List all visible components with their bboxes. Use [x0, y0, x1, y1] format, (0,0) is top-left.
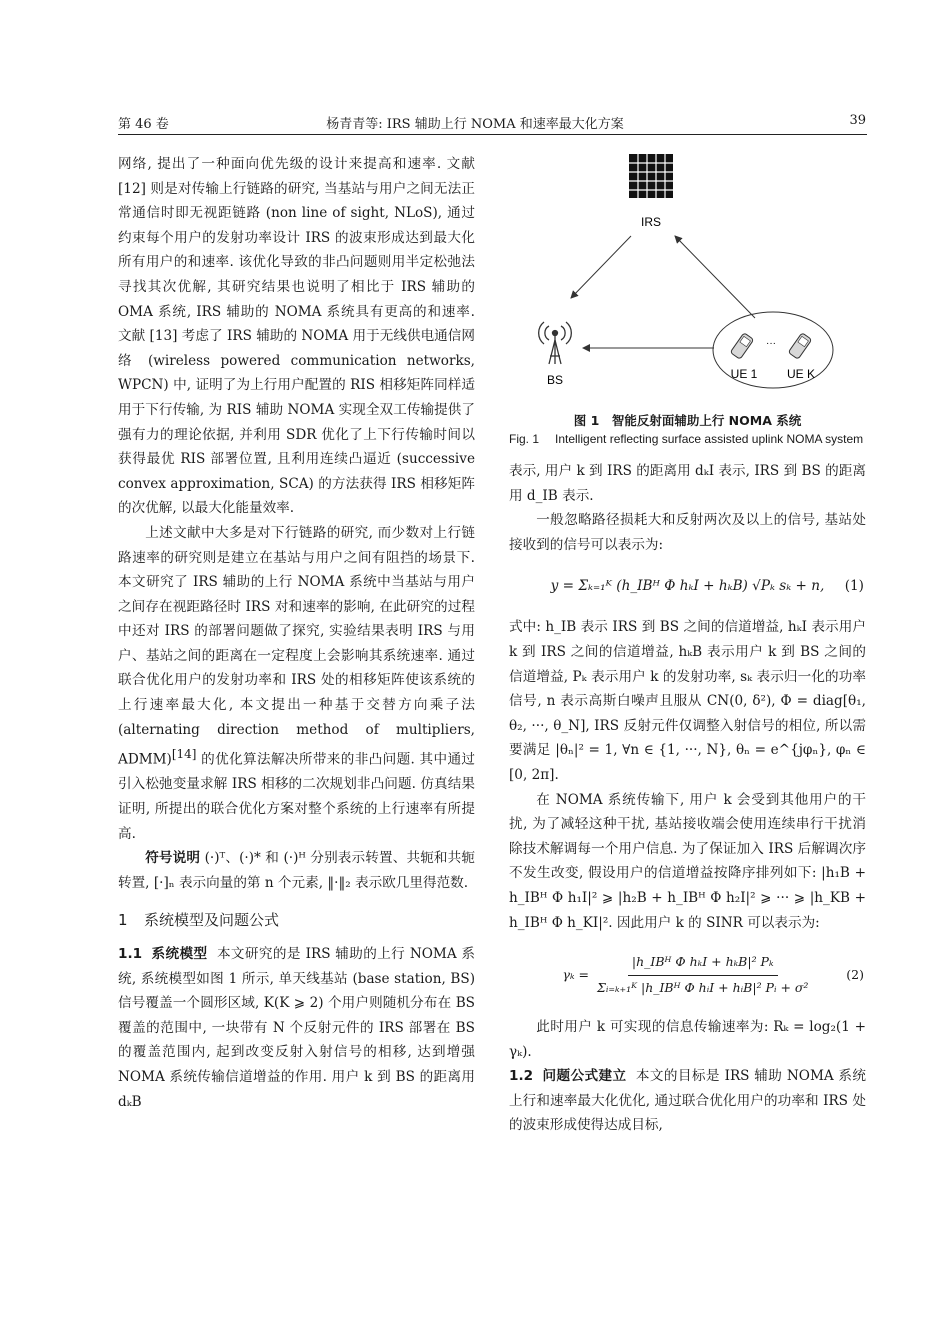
subsection-heading: 1.1 — [118, 945, 143, 962]
ue1-label: UE 1 — [730, 367, 758, 381]
paragraph: 一般忽略路径损耗大和反射两次及以上的信号, 基站处接收到的信号可以表示为: — [509, 512, 866, 553]
paragraph: 此时用户 k 可实现的信息传输速率为: Rₖ = log₂(1 + γₖ). — [509, 1019, 866, 1060]
right-column — [509, 148, 866, 1138]
section-heading: 1 系统模型及问题公式 — [118, 911, 280, 930]
bs-label: BS — [546, 373, 564, 387]
left-column — [118, 152, 475, 1114]
page-number: 39 — [849, 113, 866, 128]
paragraph: 在 NOMA 系统传输下, 用户 k 会受到其他用户的干扰, 为了减轻这种干扰, 基站接收端会使用连续串行干扰消除技术解调每一个用户信息. 为了保证加入 IRS 后解调次序不发生改变, 假设用户的信道增益按降序排列如下: |h₁B + h_IBᴴ Φ h₁I|² ⩾ |h₂B + h_IBᴴ Φ h₂I|² ⩾ ··· ⩾ |h_KB + h_IBᴴ Φ h_KI|². 因此用户 k 的 SINR 可以表示为: — [509, 791, 866, 931]
paragraph: 表示, 用户 k 到 IRS 的距离用 dₖI 表示, IRS 到 BS 的距离用 d_IB 表示. — [509, 463, 866, 504]
citation[interactable]: [14] — [171, 747, 197, 762]
paragraph: 上述文献中大多是对下行链路的研究, 而少数对上行链路速率的研究则是建立在基站与用户之间有阻挡的场景下. 本文研究了 IRS 辅助的上行 NOMA 系统中当基站与用户之间存在视距路径时 IRS 对和速率的影响, 在此研究的过程中还对 IRS 的部署问题做了探究, 实验结果表明 IRS 与用户、基站之间的距离在一定程度上会影响其系统速率. 通过联合优化用户的发射功率和 IRS 处的相移矩阵使该系统的上行速率最大化, 本文提出一种基于交替方向乘子法 (alternating direction method of multipliers, ADMM)[14] 的优化算法解决所带来的非凸问题. 其中通过引入松弛变量求解 IRS 相移的二次规划非凸问题. 仿真结果证明, 所提出的联合优化方案对整个系统的上行速率有所提高. — [118, 524, 475, 842]
figure-caption-en: Fig. 1 Intelligent reflecting surface assisted uplink NOMA system — [509, 432, 864, 446]
paragraph: 网络, 提出了一种面向优先级的设计来提高和速率. 文献 [12] 则是对传输上行链路的研究, 当基站与用户之间无法正常通信时即无视距链路 (non line of sight, NLoS), 通过约束每个用户的发射功率设计 IRS 的波束形成达到最大化所有用户的和速率. 该优化导致的非凸问题则用半定松弛法寻找其次优解, 其研究结果也说明了相比于 IRS 辅助的 OMA 系统, IRS 辅助的 NOMA 系统具有更高的和速率. 文献 [13] 考虑了 IRS 辅助的 NOMA 用于无线供电通信网络 (wireless powered communication networks, WPCN) 中, 证明了为上行用户配置的 RIS 相移矩阵同样适用于下行传输, 为 RIS 辅助 NOMA 实现全双工传输提供了强有力的理论依据, 并利用 SDR 优化了上下行传输时间以获得最优 RIS 部署位置, 且利用连续凸逼近 (successive convex approximation, SCA) 的方法获得 IRS 相移矩阵的次优解, 以最大化能量效率. — [118, 156, 475, 517]
subsection-12: 1.2 问题公式建立 本文的目标是 IRS 辅助 NOMA 系统上行和速率最大化优化, 通过联合优化用户的功率和 IRS 处的波束形成使得达成目标, — [509, 1068, 866, 1134]
subsection-11: 1.1 系统模型 本文研究的是 IRS 辅助的上行 NOMA 系统, 系统模型如图 1 所示, 单天线基站 (base station, BS) 信号覆盖一个圆形区域, K(K ⩾ 2) 个用户则随机分布在 BS 覆盖的范围中, 一块带有 N 个反射元件的 IRS 部署在 BS 的覆盖范围内, 起到改变反射入射信号的相移, 达到增强 NOMA 系统传输信道增益的作用. 用户 k 到 BS 的距离用 dₖB — [118, 945, 475, 1110]
irs-panel-icon — [629, 154, 673, 198]
journal-volume: 第 46 卷 — [118, 117, 169, 132]
figure-caption-zh: 图 1 智能反射面辅助上行 NOMA 系统 — [573, 413, 802, 428]
paragraph: 式中: h_IB 表示 IRS 到 BS 之间的信道增益, hₖI 表示用户 k 到 IRS 之间的信道增益, hₖB 表示用户 k 到 BS 之间的信道增益, Pₖ 表示用户 k 的发射功率, sₖ 表示归一化的功率信号, n 表示高斯白噪声且服从 CN(0, δ²), Φ = diag[θ₁, θ₂, ···, θ_N], IRS 反射元件仅调整入射信号的相位, 所以需要满足 |θₙ|² = 1, ∀n ∈ {1, ···, N}, θₙ = e^{jφₙ}, φₙ ∈ [0, 2π]. — [509, 619, 866, 783]
uek-label: UE K — [786, 367, 816, 381]
ue-ellipsis: ··· — [766, 338, 776, 349]
header-rule — [118, 134, 867, 135]
eq2-denominator: Σᵢ₌ₖ₊₁ᴷ |h_IBᴴ Φ hᵢI + hᵢB|² Pᵢ + σ² — [597, 979, 809, 995]
irs-to-bs-arrow — [571, 236, 631, 298]
noma-system-diagram — [509, 148, 866, 410]
figure-1 — [509, 148, 866, 410]
ue1-phone-icon — [730, 333, 754, 360]
running-title: 杨青青等: IRS 辅助上行 NOMA 和速率最大化方案 — [326, 117, 624, 132]
bs-antenna-icon — [539, 322, 572, 364]
equation-2: γₖ = |h_IBᴴ Φ hₖI + hₖB|² Pₖ Σᵢ₌ₖ₊₁ᴷ |h_IBᴴ Φ hᵢI + hᵢB|² Pᵢ + σ² (2) — [509, 935, 866, 1015]
equation-1: y = Σₖ₌₁ᴷ (h_IBᴴ Φ hₖI + hₖB) √Pₖ sₖ + n, (1) — [509, 557, 866, 615]
irs-label: IRS — [640, 215, 662, 229]
equation-number: (2) — [846, 966, 864, 982]
uek-phone-icon — [788, 333, 812, 360]
ue-to-irs-arrow — [675, 236, 755, 318]
notation-paragraph: 符号说明 (·)ᵀ、(·)* 和 (·)ᴴ 分别表示转置、共轭和共轭转置, [·]ₙ 表示向量的第 n 个元素, ‖·‖₂ 表示欧几里得范数. — [118, 850, 475, 891]
equation-number: (1) — [844, 578, 864, 595]
eq2-numerator: |h_IBᴴ Φ hₖI + hₖB|² Pₖ — [628, 950, 778, 976]
notation-label: 符号说明 — [145, 850, 201, 867]
